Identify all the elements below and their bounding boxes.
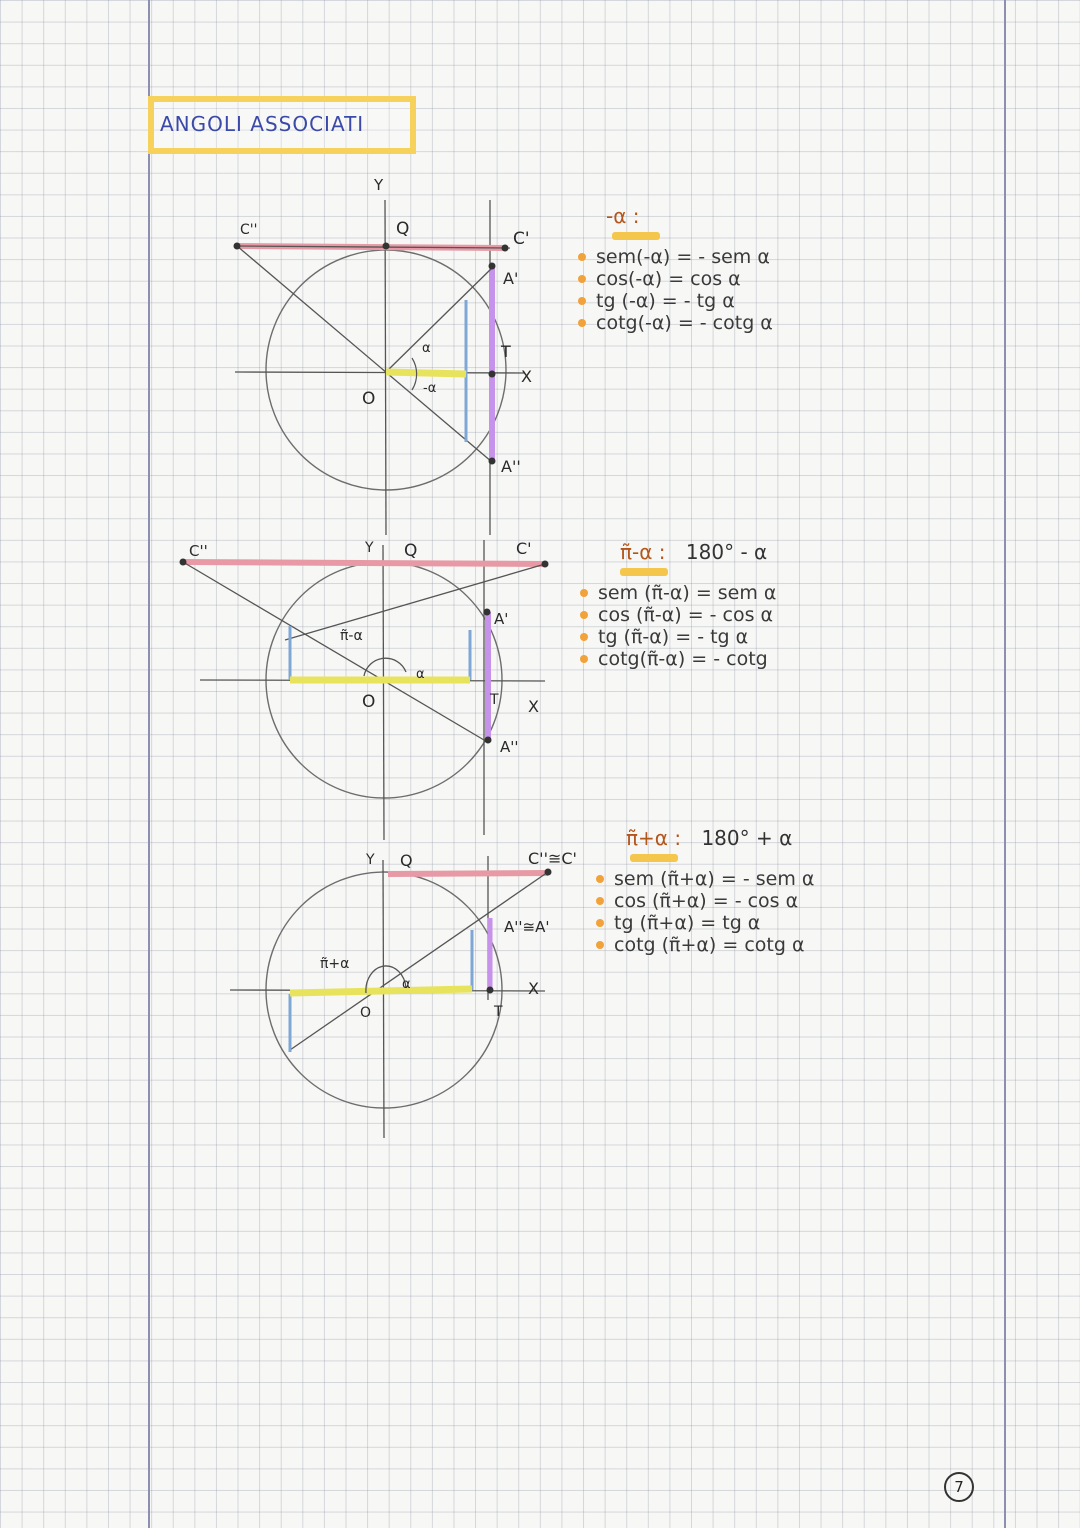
bullet-dot xyxy=(580,611,588,619)
formula-cos: cos (π̃-α) = - cos α xyxy=(598,604,774,626)
bullet-dot xyxy=(578,275,586,283)
formula-row xyxy=(578,246,773,268)
label-y: Y xyxy=(365,540,374,556)
bullet-dot xyxy=(578,253,586,261)
section-pi-minus-alpha xyxy=(578,540,776,670)
label-t: T xyxy=(501,342,511,361)
formula-row xyxy=(596,868,814,890)
secant-line-2 xyxy=(386,266,494,372)
section-angle: π̃+α : xyxy=(626,826,682,850)
label-angle-minus-alpha: -α xyxy=(423,381,437,396)
y-axis xyxy=(383,860,384,1138)
page-number: 7 xyxy=(944,1472,974,1502)
section-angle: π̃-α : xyxy=(620,540,666,564)
point-a1 xyxy=(484,609,491,616)
formula-sin: sem(-α) = - sem α xyxy=(596,246,770,268)
label-a2: A'' xyxy=(501,457,521,476)
header-underline xyxy=(620,568,668,576)
section-header xyxy=(620,540,776,564)
bullet-dot xyxy=(596,941,604,949)
label-q: Q xyxy=(404,541,418,561)
section-header xyxy=(626,826,814,850)
point-q xyxy=(383,243,390,250)
point-c-right xyxy=(542,561,549,568)
label-o: O xyxy=(362,389,376,409)
section-degrees: 180° + α xyxy=(701,826,793,850)
header-underline xyxy=(612,232,660,240)
bullet-dot xyxy=(596,875,604,883)
y-axis xyxy=(383,545,384,840)
label-t: T xyxy=(490,692,499,708)
label-t: T xyxy=(494,1004,503,1020)
formula-sin: sem (π̃+α) = - sem α xyxy=(614,868,815,890)
formula-cot: cotg (π̃+α) = cotg α xyxy=(614,934,805,956)
label-angle-pi-plus-alpha: π̃+α xyxy=(320,956,350,972)
label-y: Y xyxy=(374,176,384,194)
secant-line-1 xyxy=(183,562,484,740)
formula-tan: tg (π̃-α) = - tg α xyxy=(598,626,749,648)
point-a2 xyxy=(489,458,496,465)
section-minus-alpha xyxy=(578,204,773,334)
label-c-left: C'' xyxy=(240,222,258,238)
cotangent-segment xyxy=(183,562,545,564)
formula-sin: sem (π̃-α) = sem α xyxy=(598,582,777,604)
bullet-dot xyxy=(580,633,588,641)
cosine-segment xyxy=(386,372,466,374)
label-c-right: C' xyxy=(513,229,530,249)
label-q: Q xyxy=(396,219,410,239)
formula-row xyxy=(580,626,776,648)
formula-row xyxy=(596,934,814,956)
cosine-segment xyxy=(290,989,472,993)
formula-row xyxy=(580,604,776,626)
bullet-dot xyxy=(596,897,604,905)
label-o: O xyxy=(360,1005,372,1021)
label-a2: A'' xyxy=(500,738,519,756)
label-x: X xyxy=(521,367,532,386)
formula-row xyxy=(580,582,776,604)
bullet-dot xyxy=(578,319,586,327)
point-c-right xyxy=(502,245,509,252)
diagram-minus-alpha xyxy=(234,176,533,535)
secant-line-2 xyxy=(285,564,545,640)
bullet-dot xyxy=(580,589,588,597)
formula-cos: cos (π̃+α) = - cos α xyxy=(614,890,799,912)
label-angle-alpha: α xyxy=(416,667,425,682)
point-c-left xyxy=(180,559,187,566)
diagram-pi-minus-alpha xyxy=(180,539,549,840)
label-q: Q xyxy=(400,851,413,870)
diagram-pi-plus-alpha xyxy=(230,849,577,1138)
label-x: X xyxy=(528,979,539,998)
label-x: X xyxy=(528,697,539,716)
label-c-left: C'' xyxy=(189,542,208,560)
label-angle-alpha: α xyxy=(402,977,411,992)
section-header xyxy=(606,204,773,228)
formula-tan: tg (π̃+α) = tg α xyxy=(614,912,761,934)
bullet-dot xyxy=(578,297,586,305)
formula-row xyxy=(578,312,773,334)
secant-line-1 xyxy=(237,246,492,462)
label-c-overlap: C''≅C' xyxy=(528,849,577,868)
label-angle-pi-minus-alpha: π̃-α xyxy=(340,628,363,644)
label-c-right: C' xyxy=(516,539,532,558)
formula-row xyxy=(580,648,776,670)
point-a1 xyxy=(489,263,496,270)
label-angle-alpha: α xyxy=(422,341,431,356)
point-c xyxy=(545,869,552,876)
section-pi-plus-alpha xyxy=(596,826,814,956)
formula-row xyxy=(578,268,773,290)
section-degrees: 180° - α xyxy=(685,540,768,564)
x-axis xyxy=(235,372,525,373)
section-angle: -α : xyxy=(606,204,640,228)
point-t xyxy=(489,371,496,378)
header-underline xyxy=(630,854,678,862)
formula-cot: cotg(π̃-α) = - cotg xyxy=(598,648,768,670)
formula-row xyxy=(596,912,814,934)
label-a1: A' xyxy=(503,269,519,288)
bullet-dot xyxy=(596,919,604,927)
page-title: ANGOLI ASSOCIATI xyxy=(160,112,365,136)
formula-row xyxy=(578,290,773,312)
formula-cos: cos(-α) = cos α xyxy=(596,268,741,290)
point-t xyxy=(487,987,494,994)
cotangent-segment xyxy=(388,873,548,874)
bullet-dot xyxy=(580,655,588,663)
point-c-left xyxy=(234,243,241,250)
formula-tan: tg (-α) = - tg α xyxy=(596,290,735,312)
label-y: Y xyxy=(366,852,375,868)
formula-row xyxy=(596,890,814,912)
formula-cot: cotg(-α) = - cotg α xyxy=(596,312,773,334)
label-a1: A' xyxy=(494,610,509,628)
label-a-overlap: A''≅A' xyxy=(504,918,550,936)
point-a2 xyxy=(485,737,492,744)
label-o: O xyxy=(362,692,376,712)
